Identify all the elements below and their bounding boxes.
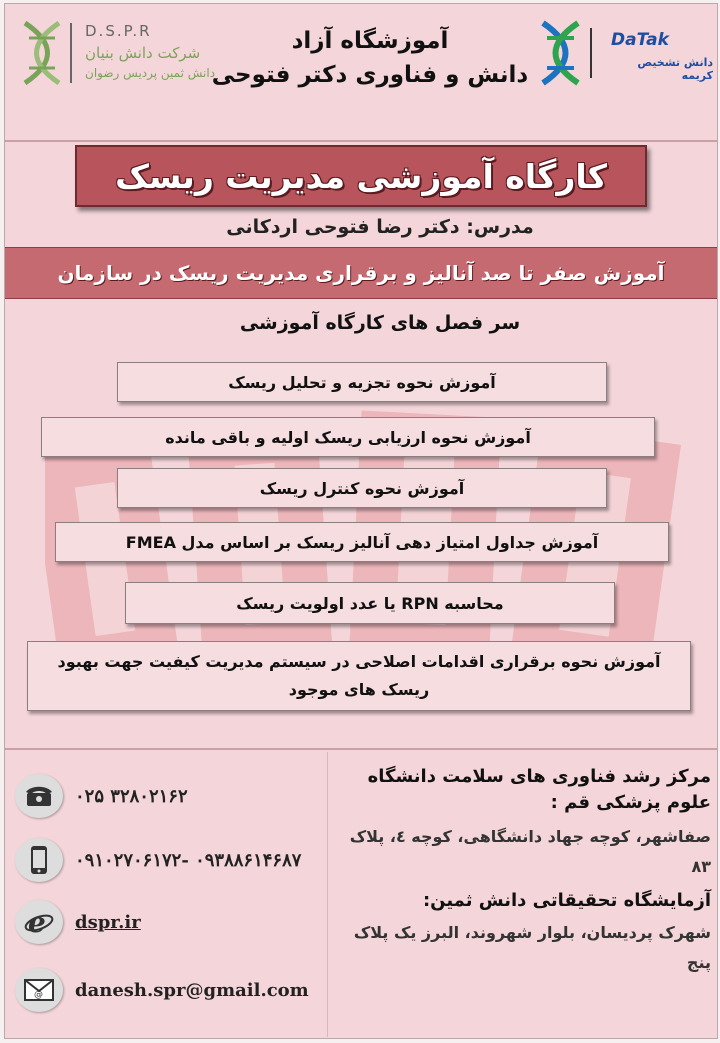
- mobile-icon: [15, 838, 63, 882]
- chapter-item: محاسبه RPN یا عدد اولویت ریسک: [125, 582, 615, 624]
- subtitle-banner: [5, 247, 717, 299]
- chapter-item: آموزش جداول امتیاز دهی آنالیز ریسک بر اساس مدل FMEA: [55, 522, 669, 562]
- svg-text:@: @: [34, 990, 43, 1000]
- phone-icon: [15, 774, 63, 818]
- chapter-item: آموزش نحوه تجزیه و تحلیل ریسک: [117, 362, 607, 402]
- institute-line1: آموزشگاه آزاد: [291, 28, 449, 54]
- dspr-brand: D.S.P.R: [85, 22, 152, 40]
- mobile-numbers: ۰۹۱۰۲۷۰۶۱۷۲- ۰۹۳۸۸۶۱۴۶۸۷: [75, 849, 302, 871]
- lab-address: شهرک پردیسان، بلوار شهروند، البرز یک پلاک پنج: [353, 923, 711, 972]
- email-icon: [15, 968, 63, 1012]
- divider: [5, 748, 717, 750]
- chapter-item: آموزش نحوه کنترل ریسک: [117, 468, 607, 508]
- institute-line2: دانش و فناوری دکتر فتوحی: [211, 62, 529, 88]
- center-heading: مرکز رشد فناوری های سلامت دانشگاه علوم پزشکی قم :: [367, 766, 711, 813]
- workshop-title: کارگاه آموزشی مدیریت ریسک: [115, 156, 607, 196]
- workshop-title-banner: [75, 145, 647, 207]
- chapter-item: آموزش نحوه ارزیابی ریسک اولیه و باقی مانده: [41, 417, 655, 457]
- chapters-heading: سر فصل های کارگاه آموزشی: [239, 312, 521, 334]
- lab-heading: آزمایشگاه تحقیقاتی دانش ثمین:: [422, 890, 711, 911]
- email-address[interactable]: danesh.spr@gmail.com: [75, 979, 309, 1001]
- flyer: [4, 3, 718, 1039]
- chapter-item: آموزش نحوه برقراری اقدامات اصلاحی در سیستم مدیریت کیفیت جهت بهبود ریسک های موجود: [27, 641, 691, 711]
- phone-number: ۰۲۵ ۳۲۸۰۲۱۶۲: [75, 785, 188, 807]
- datak-logo: [533, 18, 713, 88]
- institute-name: [205, 24, 535, 92]
- dspr-line2: دانش ثمین پردیس رضوان: [85, 66, 216, 80]
- svg-text:e: e: [28, 907, 46, 937]
- divider: [5, 140, 717, 142]
- addresses: [341, 764, 711, 978]
- subtitle: آموزش صفر تا صد آنالیز و برقراری مدیریت ریسک در سازمان: [57, 261, 665, 285]
- browser-icon: [15, 900, 63, 944]
- center-address: صفاشهر، کوچه جهاد دانشگاهی، کوچه ٤، پلاک ۸۳: [349, 827, 711, 876]
- website-link[interactable]: dspr.ir: [75, 911, 141, 933]
- divider: [327, 752, 328, 1037]
- dspr-logo: [17, 18, 227, 88]
- instructor: مدرس: دکتر رضا فتوحی اردکانی: [226, 216, 534, 238]
- dspr-line1: شرکت دانش بنیان: [85, 44, 201, 62]
- datak-brand: DaTak: [611, 30, 669, 50]
- datak-tagline: دانش تشخیص کریمه: [637, 56, 713, 82]
